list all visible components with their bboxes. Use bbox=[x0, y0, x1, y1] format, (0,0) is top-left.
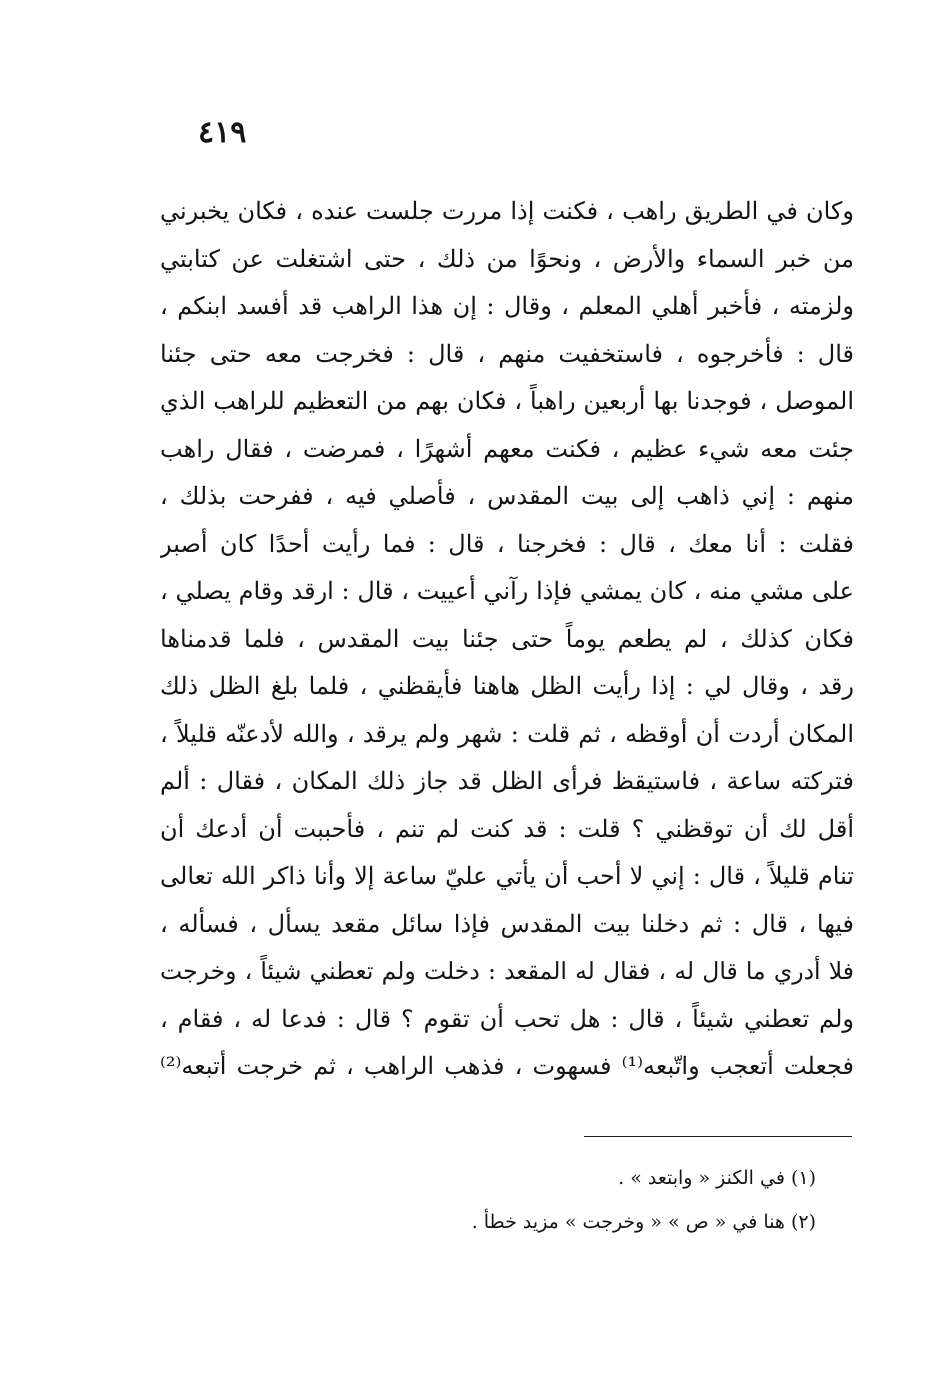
text-line: فكان كذلك ، لم يطعم يوماً حتى جئنا بيت المقدس ، فلما قدمناها bbox=[160, 624, 854, 653]
text-line: فلا أدري ما قال له ، فقال له المقعد : دخلت ولم تعطني شيئاً ، وخرجت bbox=[160, 957, 854, 985]
text-line: قال : فأخرجوه ، فاستخفيت منهم ، قال : فخرجت معه حتى جئنا bbox=[160, 339, 854, 368]
text-line: فيها ، قال : ثم دخلنا بيت المقدس فإذا سائل مقعد يسأل ، فسأله ، bbox=[160, 909, 854, 938]
footnote-1: (١) في الكنز « وابتعد » . bbox=[618, 1167, 816, 1189]
text-line: المكان أردت أن أوقظه ، ثم قلت : شهر ولم يرقد ، والله لأدعنّه قليلاً ، bbox=[160, 719, 854, 748]
footnote-2: (٢) هنا في « ص » « وخرجت » مزيد خطأ . bbox=[471, 1211, 816, 1233]
text-line: على مشي منه ، كان يمشي فإذا رآني أعييت ، قال : ارقد وقام يصلي ، bbox=[160, 577, 854, 605]
text-line: الموصل ، فوجدنا بها أربعين راهباً ، فكان بهم من التعظيم للراهب الذي bbox=[160, 387, 854, 415]
text-line: من خبر السماء والأرض ، ونحوًا من ذلك ، حتى اشتغلت عن كتابتي bbox=[160, 244, 854, 273]
text-line: رقد ، وقال لي : إذا رأيت الظل هاهنا فأيقظني ، فلما بلغ الظل ذلك bbox=[160, 672, 854, 700]
text-line: جئت معه شيء عظيم ، فكنت معهم أشهرًا ، فمرضت ، فقال راهب bbox=[160, 434, 854, 463]
text-line: تنام قليلاً ، قال : إني لا أحب أن يأتي عليّ ساعة إلا وأنا ذاكر الله تعالى bbox=[160, 862, 854, 890]
text-line: ولزمته ، فأخبر أهلي المعلم ، وقال : إن هذا الراهب قد أفسد ابنكم ، bbox=[160, 292, 854, 320]
footnote-divider bbox=[584, 1136, 852, 1137]
text-line: فقلت : أنا معك ، قال : فخرجنا ، قال : فما رأيت أحدًا كان أصبر bbox=[160, 529, 854, 558]
body-text bbox=[160, 188, 854, 1091]
text-line: فجعلت أتعجب واتّبعه⁽¹⁾ فسهوت ، فذهب الراهب ، ثم خرجت أتبعه⁽²⁾ bbox=[160, 1052, 854, 1080]
text-line: ولم تعطني شيئاً ، قال : هل تحب أن تقوم ؟ قال : فدعا له ، فقام ، bbox=[160, 1004, 854, 1033]
footnotes bbox=[396, 1156, 816, 1244]
page-number: ٤١٩ bbox=[198, 115, 247, 150]
text-line: أقل لك أن توقظني ؟ قلت : قد كنت لم تنم ، فأحببت أن أدعك أن bbox=[160, 814, 854, 843]
text-line: منهم : إني ذاهب إلى بيت المقدس ، فأصلي فيه ، ففرحت بذلك ، bbox=[160, 482, 854, 510]
text-line: وكان في الطريق راهب ، فكنت إذا مررت جلست عنده ، فكان يخبرني bbox=[160, 197, 854, 225]
text-line: فتركته ساعة ، فاستيقظ فرأى الظل قد جاز ذلك المكان ، فقال : ألم bbox=[160, 767, 854, 795]
